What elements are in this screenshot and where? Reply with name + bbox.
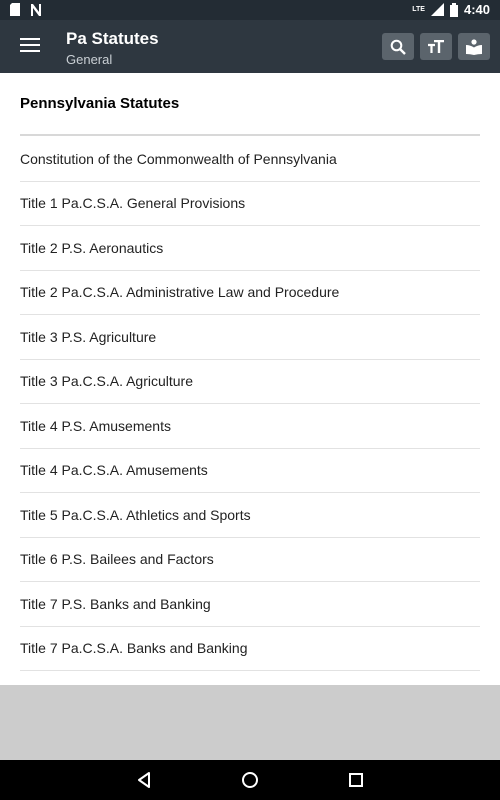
list-item[interactable] [20,449,480,494]
statute-list [20,137,480,671]
app-subtitle: General [66,52,113,67]
reader-icon [465,39,483,55]
list-item[interactable] [20,538,480,583]
home-icon [240,770,260,790]
list-item[interactable] [20,404,480,449]
list-item[interactable] [20,360,480,405]
list-item-label: Title 7 Pa.C.S.A. Banks and Banking [20,640,248,657]
section-title: Pennsylvania Statutes [20,95,180,112]
list-item-label: Title 6 P.S. Bailees and Factors [20,551,214,568]
list-item-label: Title 3 P.S. Agriculture [20,328,157,345]
sd-card-icon [10,3,20,16]
home-button[interactable] [240,770,260,790]
list-item[interactable] [20,226,480,271]
list-item-label: Title 7 P.S. Banks and Banking [20,595,211,612]
reader-button[interactable] [458,33,490,60]
list-item-label: Title 5 Pa.C.S.A. Athletics and Sports [20,506,251,523]
status-bar [0,0,500,20]
list-item-label: Title 4 Pa.C.S.A. Amusements [20,462,208,479]
signal-icon [431,3,444,16]
text-size-button[interactable] [420,33,452,60]
list-item-label: Title 3 Pa.C.S.A. Agriculture [20,373,193,390]
list-item[interactable] [20,493,480,538]
list-item[interactable] [20,271,480,316]
list-item-label: Title 2 P.S. Aeronautics [20,239,164,256]
app-title: Pa Statutes [66,29,159,48]
search-icon [390,39,406,55]
back-button[interactable] [134,770,154,790]
menu-icon[interactable] [20,38,40,54]
navigation-bar [0,760,500,800]
list-item[interactable] [20,182,480,227]
list-item-label: Title 1 Pa.C.S.A. General Provisions [20,195,246,212]
n-notification-icon [30,4,42,16]
list-item-label: Title 4 P.S. Amusements [20,417,171,434]
list-item-label: Constitution of the Commonwealth of Pennsylvania [20,150,337,167]
recents-button[interactable] [346,770,366,790]
app-bar [0,20,500,73]
list-item[interactable] [20,137,480,182]
list-item[interactable] [20,627,480,672]
network-label: LTE [412,6,425,13]
content-area [0,73,500,685]
recents-icon [346,770,366,790]
list-item[interactable] [20,315,480,360]
back-icon [134,770,154,790]
status-right [412,2,490,17]
search-button[interactable] [382,33,414,60]
list-item-label: Title 2 Pa.C.S.A. Administrative Law and Procedure [20,284,340,301]
battery-icon [450,3,458,17]
status-left [10,3,42,16]
footer-area [0,685,500,760]
status-time: 4:40 [463,2,490,17]
section-divider [20,134,480,136]
text-size-icon [427,40,445,54]
list-item[interactable] [20,582,480,627]
